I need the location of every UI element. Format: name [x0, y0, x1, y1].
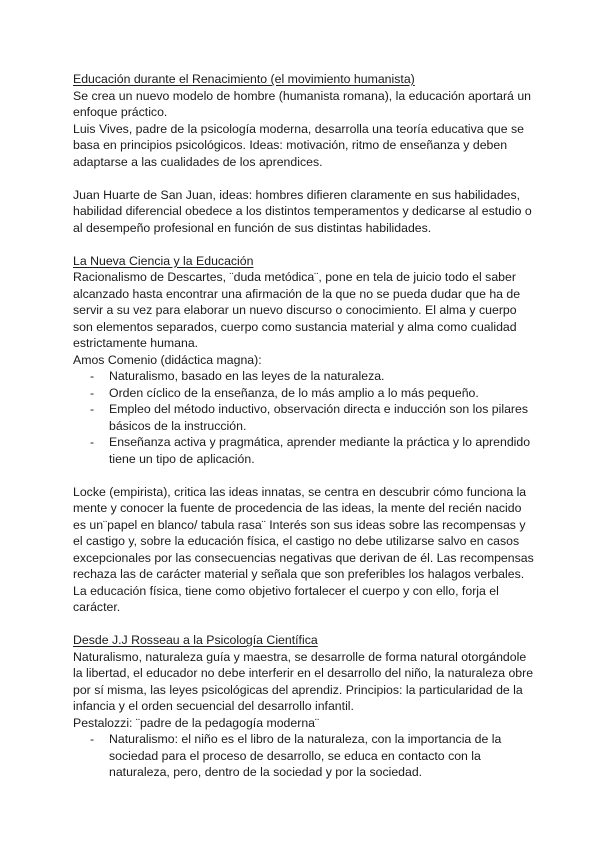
section-renacimiento	[73, 71, 535, 236]
document-body	[73, 71, 535, 781]
dash-marker: -	[90, 402, 95, 416]
paragraph: Racionalismo de Descartes, ¨duda metódica¨, pone en tela de juicio todo el saber alcanzado hasta encontrar una afirmación de la que no se pueda dudar que ha de servir a su vez para elaborar un nuevo discurso o conocimiento. El alma y cuerpo son elementos separados, cuerpo como sustancia material y alma como cualidad estrictamente humana.	[73, 270, 521, 350]
paragraph: Naturalismo, naturaleza guía y maestra, se desarrolle de forma natural otorgándole la libertad, el educador no debe interferir en el desarrollo del niño, la naturaleza obre por sí misma, las leyes psicológicas del aprendiz. Principios: la particularidad de la infancia y el orden secuencial del desarrollo infantil.	[73, 649, 534, 713]
list-item: - Naturalismo: el niño es el libro de la naturaleza, con la importancia de la sociedad para el proceso de desarrollo, se educa en contacto con la naturaleza, pero, dentro de la sociedad y por la sociedad.	[90, 732, 502, 779]
bullet-list	[73, 368, 535, 467]
paragraph: Locke (empirista), critica las ideas innatas, se centra en descubrir cómo funciona la mente y conocer la fuente de procedencia de las ideas, la mente del recién nacido es un¨papel en blanco/ tabula rasa¨ Interés son sus ideas sobre las recompensas y el castigo y, sobre la educación física, el castigo no debe utilizarse salvo en casos excepcionales por las consecuencias negativas que derivan de él. Las recompensas rechaza las de carácter material y señala que son preferibles los halagos verbales. La educación física, tiene como objetivo fortalecer el cuerpo y con ello, forja el carácter.	[73, 484, 534, 614]
section-heading: Educación durante el Renacimiento (el movimiento humanista)	[73, 72, 415, 86]
list-item: - Enseñanza activa y pragmática, aprender mediante la práctica y lo aprendido tiene un tipo de aplicación.	[90, 435, 531, 466]
paragraph: Luis Vives, padre de la psicología moderna, desarrolla una teoría educativa que se basa en principios psicológicos. Ideas: motivación, ritmo de enseñanza y deben adaptarse a las cualidades de los aprendices.	[73, 121, 524, 169]
paragraph: Juan Huarte de San Juan, ideas: hombres difieren claramente en sus habilidades, habilidad diferencial obedece a los distintos temperamentos y dedicarse al estudio o al desempeño profesional en función de sus distintas habilidades.	[73, 187, 532, 235]
list-item: - Empleo del método inductivo, observación directa e inducción son los pilares básicos de la instrucción.	[90, 402, 529, 433]
section-rosseau	[73, 632, 535, 781]
paragraph: Pestalozzi: ¨padre de la pedagogía moderna¨	[73, 715, 320, 730]
section-heading: La Nueva Ciencia y la Educación	[73, 253, 254, 268]
list-item: - Naturalismo, basado en las leyes de la naturaleza.	[90, 369, 385, 383]
dash-marker: -	[90, 435, 95, 449]
list-item: - Orden cíclico de la enseñanza, de lo más amplio a lo más pequeño.	[90, 385, 479, 400]
paragraph: Se crea un nuevo modelo de hombre (humanista romana), la educación aportará un enfoque práctico.	[73, 88, 531, 119]
dash-marker: -	[90, 369, 95, 383]
section-nueva-ciencia	[73, 253, 535, 616]
section-heading: Desde J.J Rosseau a la Psicología Científica	[73, 633, 318, 647]
dash-marker: -	[90, 732, 95, 746]
paragraph: Amos Comenio (didáctica magna):	[73, 352, 262, 367]
dash-marker: -	[90, 385, 95, 400]
bullet-list	[73, 731, 535, 781]
